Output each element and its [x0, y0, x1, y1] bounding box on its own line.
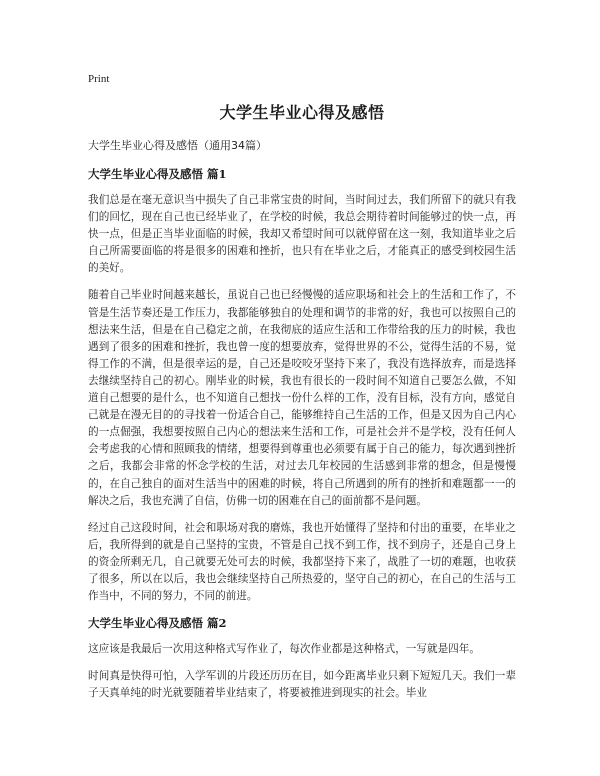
section-heading-2: 大学生毕业心得及感悟 篇2 [88, 616, 227, 631]
section-1-paragraph-1: 我们总是在毫无意识当中损失了自己非常宝贵的时间，当时间过去，我们所留下的就只有我们的回忆，现在自己也已经毕业了，在学校的时候，我总会期待着时间能够过的快一点，再快一点，但是正当毕业面临的时候，我却又希望时间可以就停留在这一刻，我知道毕业之后自己所需要面临的将是很多的困难和挫折，也只有在毕业之后，才能真正的感受到校园生活的美好。 [88, 194, 516, 275]
section-1-paragraph-2: 随着自己毕业时间越来越长，虽说自己也已经慢慢的适应职场和社会上的生活和工作了，不管是生活节奏还是工作压力，我都能够独自的处理和调节的非常的好，我也可以按照自己的想法来生活，但是在自己稳定之前，在我彻底的适应生活和工作带给我的压力的时候，我也遇到了很多的困难和挫折，我也曾一度的想要放弃，觉得世界的不公，觉得生活的不易，觉得工作的不满，但是很幸运的是，自己还是咬咬牙坚持下来了，我没有选择放弃，而是选择去继续坚持自己的初心。刚毕业的时候，我也有很长的一段时间不知道自己要怎么做，不知道自己想要的是什么，也不知道自己想找一份什么样的工作，没有目标，没有方向，感觉自己就是在漫无目的的寻找着一份适合自己，能够维持自己生活的工作，但是又因为自己内心的一点倔强，我想要按照自己内心的想法来生活和工作，可是社会并不是学校，没有任何人会考虑我的心情和照顾我的情绪，想要得到尊重也必须要有属于自己的能力，每次遇到挫折之后，我都会非常的怀念学校的生活，对过去几年校园的生活感到非常的想念，但是慢慢的，在自己独自的面对生活当中的困难的时候，将自己所遇到的所有的挫折和难题都一一的解决之后，我也充满了自信，仿佛一切的困难在自己的面前都不是问题。 [88, 289, 516, 507]
section-2-paragraph-1: 这应该是我最后一次用这种格式写作业了，每次作业都是这种格式，一写就是四年。 [88, 643, 480, 656]
section-1-paragraph-3: 经过自己这段时间，社会和职场对我的磨炼，我也开始懂得了坚持和付出的重要，在毕业之后，我所得到的就是自己坚持的宝贵，不管是自己找不到工作，找不到房子，还是自己身上的资金所剩无几，自己就要无处可去的时候，我都坚持下来了，战胜了一切的难题，也收获了很多，所以在以后，我也会继续坚持自己所热爱的，坚守自己的初心，在自己的生活与工作当中，不同的努力，不同的前进。 [88, 521, 516, 603]
document-title: 大学生毕业心得及感悟 [219, 103, 385, 122]
document-subtitle: 大学生毕业心得及感悟（通用34篇） [88, 139, 267, 152]
print-link[interactable]: Print [88, 73, 110, 85]
section-heading-1: 大学生毕业心得及感悟 篇1 [88, 167, 227, 181]
section-2-paragraph-2: 时间真是快得可怕，入学军训的片段还历历在目，如今距离毕业只剩下短短几天。我们一辈子天真单纯的时光就要随着毕业结束了，将要被推进到现实的社会。毕业 [88, 670, 516, 700]
